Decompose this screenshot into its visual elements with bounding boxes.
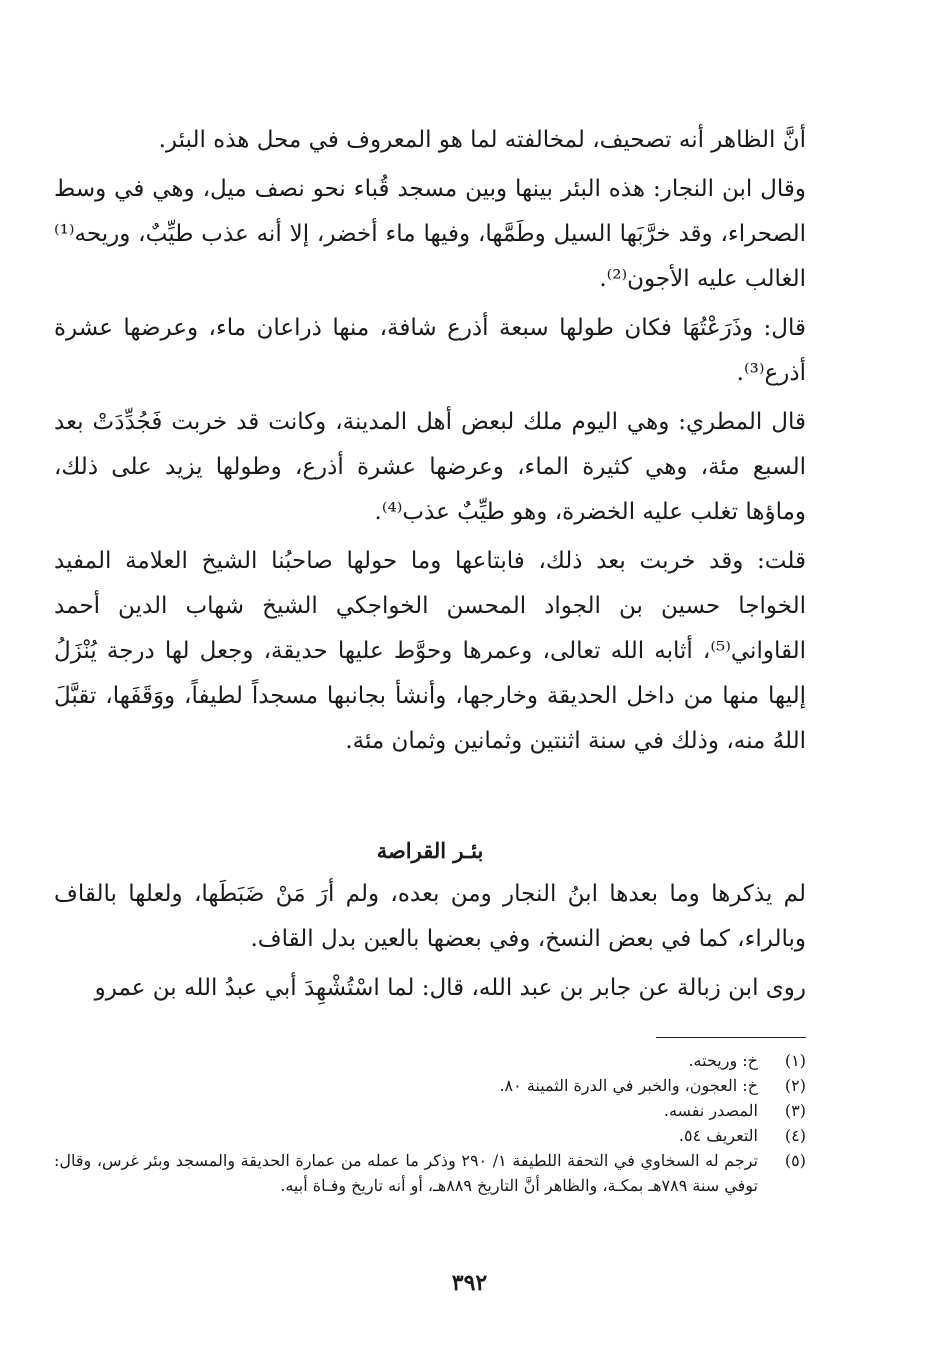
footnote [54,1123,806,1148]
footnotes [54,1048,806,1198]
footnote-text: ترجم له السخاوي في التحفة اللطيفة ١/ ٢٩٠ وذكر ما عمله من عمارة الحديقة والمسجد وبئر غرس، وقال: توفي سنة ٧٨٩هـ بمكـة، والظاهر أنَّ التاريخ ٨٨٩هـ، أو أنه تاريخ وفـاة أبيه. [54,1151,759,1195]
footnote-text: خ: العجون، والخبر في الدرة الثمينة ٨٠. [499,1076,758,1095]
footnote-number: (٣) [784,1101,806,1120]
footnote-divider [656,1037,806,1038]
footnote-number: (٥) [784,1151,806,1170]
paragraph-3: قال: وذَرَعْتُهَا فكان طولها سبعة أذرع شافة، منها ذراعان ماء، وعرضها عشرة أذرع⁽³⁾. [54,315,806,386]
paragraph-2: وقال ابن النجار: هذه البئر بينها وبين مسجد قُباء نحو نصف ميل، وهي في وسط الصحراء، وقد خرَّبَها السيل وطَمَّها، وفيها ماء أخضر، إلا أنه عذب طيِّبٌ، وريحه⁽¹⁾ الغالب عليه الأجون⁽²⁾. [54,176,806,292]
paragraph-1: أنَّ الظاهر أنه تصحيف، لمخالفته لما هو المعروف في محل هذه البئر. [158,127,806,153]
page-number: ٣٩٢ [451,1270,488,1296]
paragraph-5: قلت: وقد خربت بعد ذلك، فابتاعها وما حولها صاحبُنا الشيخ العلامة المفيد الخواجا حسين بن الجواد المحسن الخواجكي الشيخ شهاب الدين أحمد القاواني⁽⁵⁾، أثابه الله تعالى، وعمرها وحوَّط عليها حديقة، وجعل لها درجة يُنْزَلُ إليها منها من داخل الحديقة وخارجها، وأنشأ بجانبها مسجداً لطيفاً، ووَقَفَها، تقبَّلَ اللهُ منه، وذلك في سنة اثنتين وثمانين وثمان مئة. [54,548,806,754]
footnote [54,1048,806,1073]
footnote-number: (٢) [784,1076,806,1095]
footnote [54,1098,806,1123]
footnote-text: التعريف ٥٤. [678,1126,758,1145]
footnote-text: المصدر نفسه. [663,1101,758,1120]
section-paragraph-2: روى ابن زبالة عن جابر بن عبد الله، قال: لما اسْتُشْهِدَ أبي عبدُ الله بن عمرو [94,975,806,1001]
section-paragraph-1: لم يذكرها وما بعدها ابنُ النجار ومن بعده، ولم أرَ مَنْ ضَبَطَها، ولعلها بالقاف وبالراء، كما في بعض النسخ، وفي بعضها بالعين بدل القاف. [54,881,806,952]
footnote-number: (١) [784,1051,806,1070]
paragraph-4: قال المطري: وهي اليوم ملك لبعض أهل المدينة، وكانت قد خربت فَجُدِّدَتْ بعد السبع مئة، وهي كثيرة الماء، وعرضها عشرة أذرع، وطولها يزيد على ذلك، وماؤها تغلب عليه الخضرة، وهو طيِّبٌ عذب⁽⁴⁾. [54,409,806,525]
section-heading: بئـر القراصة [376,838,484,863]
footnote [54,1073,806,1098]
footnote-text: خ: وريحته. [688,1051,758,1070]
footnote-number: (٤) [784,1126,806,1145]
page-body [54,118,806,1198]
footnote [54,1148,806,1198]
